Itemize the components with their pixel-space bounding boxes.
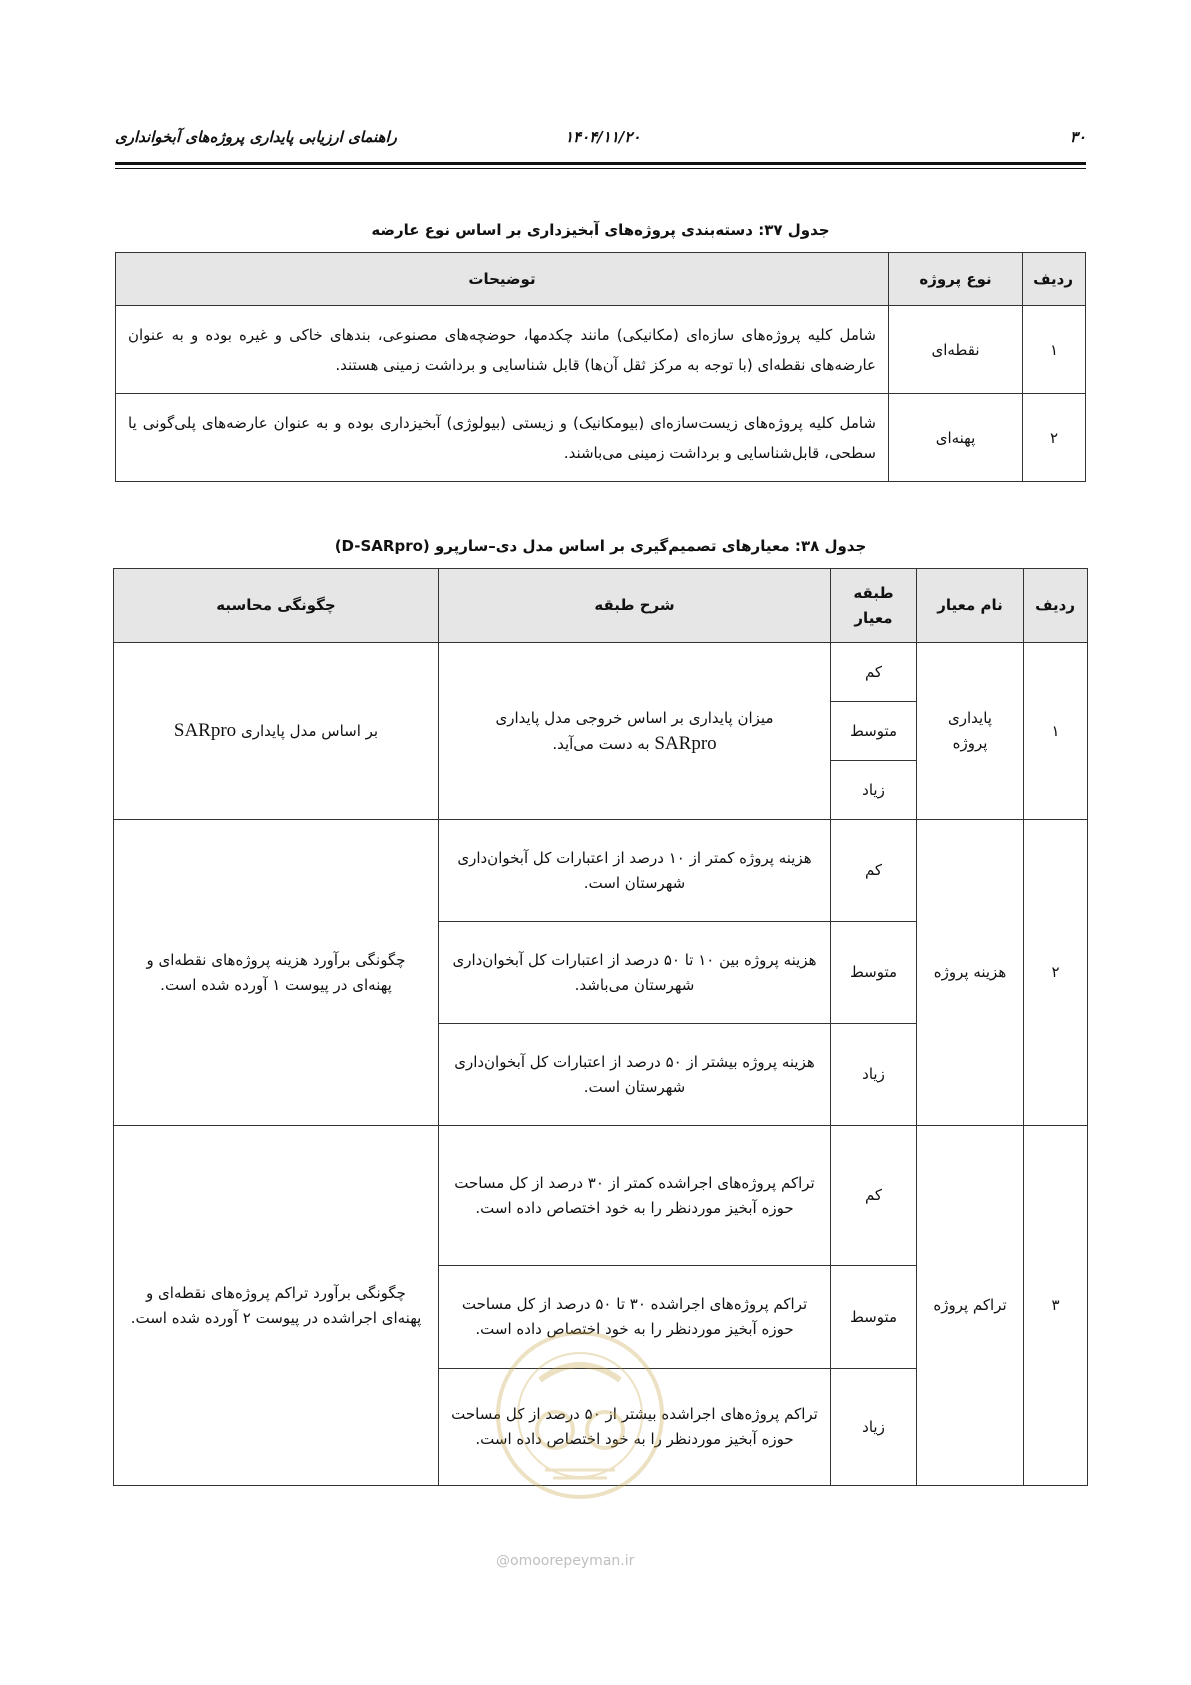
calculation-method: چگونگی برآورد تراکم پروژه‌های نقطه‌ای و پهنه‌ای اجراشده در پیوست ۲ آورده شده است.	[114, 1126, 439, 1486]
header-title: راهنمای ارزیابی پایداری پروژه‌های آبخوانداری	[115, 128, 397, 146]
criterion-class: زیاد	[831, 1369, 917, 1486]
row-number: ۳	[1024, 1126, 1088, 1486]
table38-header-row	[114, 569, 1088, 643]
model-name: SARpro	[654, 732, 717, 754]
table-row	[114, 820, 1088, 922]
table38-header-desc: شرح طبقه	[439, 569, 831, 643]
criterion-class: متوسط	[831, 702, 917, 761]
header-rule-thin	[115, 168, 1086, 169]
class-description	[439, 643, 831, 820]
criterion-class: کم	[831, 643, 917, 702]
table38-header-name: نام معیار	[917, 569, 1024, 643]
table37-header-type: نوع پروژه	[889, 253, 1023, 306]
criterion-name: هزینه پروژه	[917, 820, 1024, 1126]
row-number: ۲	[1024, 820, 1088, 1126]
criterion-class: زیاد	[831, 761, 917, 820]
project-description: شامل کلیه پروژه‌های سازه‌ای (مکانیکی) مانند چکدمها، حوضچه‌های مصنوعی، بندهای خاکی و غیره بوده و به عنوان عارضه‌های نقطه‌ای (با توجه به مرکز ثقل آن‌ها) قابل شناسایی و برداشت زمینی هستند.	[116, 306, 889, 394]
header-date: ۱۴۰۴/۱۱/۲۰	[565, 128, 641, 146]
class-description-tail: به دست می‌آید.	[552, 734, 650, 753]
criterion-class: کم	[831, 820, 917, 922]
calculation-model: SARpro	[173, 720, 237, 741]
table37-header-desc: توضیحات	[116, 253, 889, 306]
table37-header-row-no: ردیف	[1023, 253, 1086, 306]
calculation-text: بر اساس مدل پایداری	[240, 722, 379, 740]
table38-header-class: طبقه معیار	[831, 569, 917, 643]
criterion-class: متوسط	[831, 1266, 917, 1369]
row-number: ۱	[1024, 643, 1088, 820]
criterion-name: پایداری پروژه	[917, 643, 1024, 820]
criterion-class: کم	[831, 1126, 917, 1266]
table38-header-row-no: ردیف	[1024, 569, 1088, 643]
table38-caption: جدول ۳۸: معیارهای تصمیم‌گیری بر اساس مدل دی–سارپرو (D-SARpro)	[334, 537, 867, 555]
class-description: هزینه پروژه کمتر از ۱۰ درصد از اعتبارات کل آبخوان‌داری شهرستان است.	[439, 820, 831, 922]
criterion-name: تراکم پروژه	[917, 1126, 1024, 1486]
table37-caption: جدول ۳۷: دسته‌بندی پروژه‌های آبخیزداری بر اساس نوع عارضه	[371, 221, 830, 239]
table37-header-row	[116, 253, 1086, 306]
class-description: تراکم پروژه‌های اجراشده ۳۰ تا ۵۰ درصد از کل مساحت حوزه آبخیز موردنظر را به خود اختصاص داده است.	[439, 1266, 831, 1369]
table-row	[116, 306, 1086, 394]
criterion-class: متوسط	[831, 922, 917, 1024]
class-description-text: میزان پایداری بر اساس خروجی مدل پایداری	[495, 708, 774, 727]
table-row	[114, 643, 1088, 702]
table-row	[116, 394, 1086, 482]
calculation-method	[114, 643, 439, 820]
watermark-seal	[485, 1320, 675, 1520]
header-rule-thick	[115, 162, 1086, 165]
row-number: ۱	[1023, 306, 1086, 394]
class-description: هزینه پروژه بیشتر از ۵۰ درصد از اعتبارات کل آبخوان‌داری شهرستان است.	[439, 1024, 831, 1126]
project-type: پهنه‌ای	[889, 394, 1023, 482]
project-type: نقطه‌ای	[889, 306, 1023, 394]
class-description: تراکم پروژه‌های اجراشده بیشتر از ۵۰ درصد از کل مساحت حوزه آبخیز موردنظر را به خود اختصاص داده است.	[439, 1369, 831, 1486]
project-description: شامل کلیه پروژه‌های زیست‌سازه‌ای (بیومکانیک) و زیستی (بیولوژی) آبخیزداری بوده و به عنوان عارضه‌های پلی‌گونی یا سطحی، قابل‌شناسایی و برداشت زمینی می‌باشند.	[116, 394, 889, 482]
class-description: تراکم پروژه‌های اجراشده کمتر از ۳۰ درصد از کل مساحت حوزه آبخیز موردنظر را به خود اختصاص داده است.	[439, 1126, 831, 1266]
page-number: ۳۰	[1069, 128, 1086, 146]
criterion-class: زیاد	[831, 1024, 917, 1126]
class-description: هزینه پروژه بین ۱۰ تا ۵۰ درصد از اعتبارات کل آبخوان‌داری شهرستان می‌باشد.	[439, 922, 831, 1024]
table37	[115, 252, 1086, 482]
page-header	[115, 128, 1086, 154]
calculation-method: چگونگی برآورد هزینه پروژه‌های نقطه‌ای و پهنه‌ای در پیوست ۱ آورده شده است.	[114, 820, 439, 1126]
row-number: ۲	[1023, 394, 1086, 482]
watermark-text: @omoorepeyman.ir	[496, 1553, 635, 1569]
table-row	[114, 1126, 1088, 1266]
table38-header-calc: چگونگی محاسبه	[114, 569, 439, 643]
